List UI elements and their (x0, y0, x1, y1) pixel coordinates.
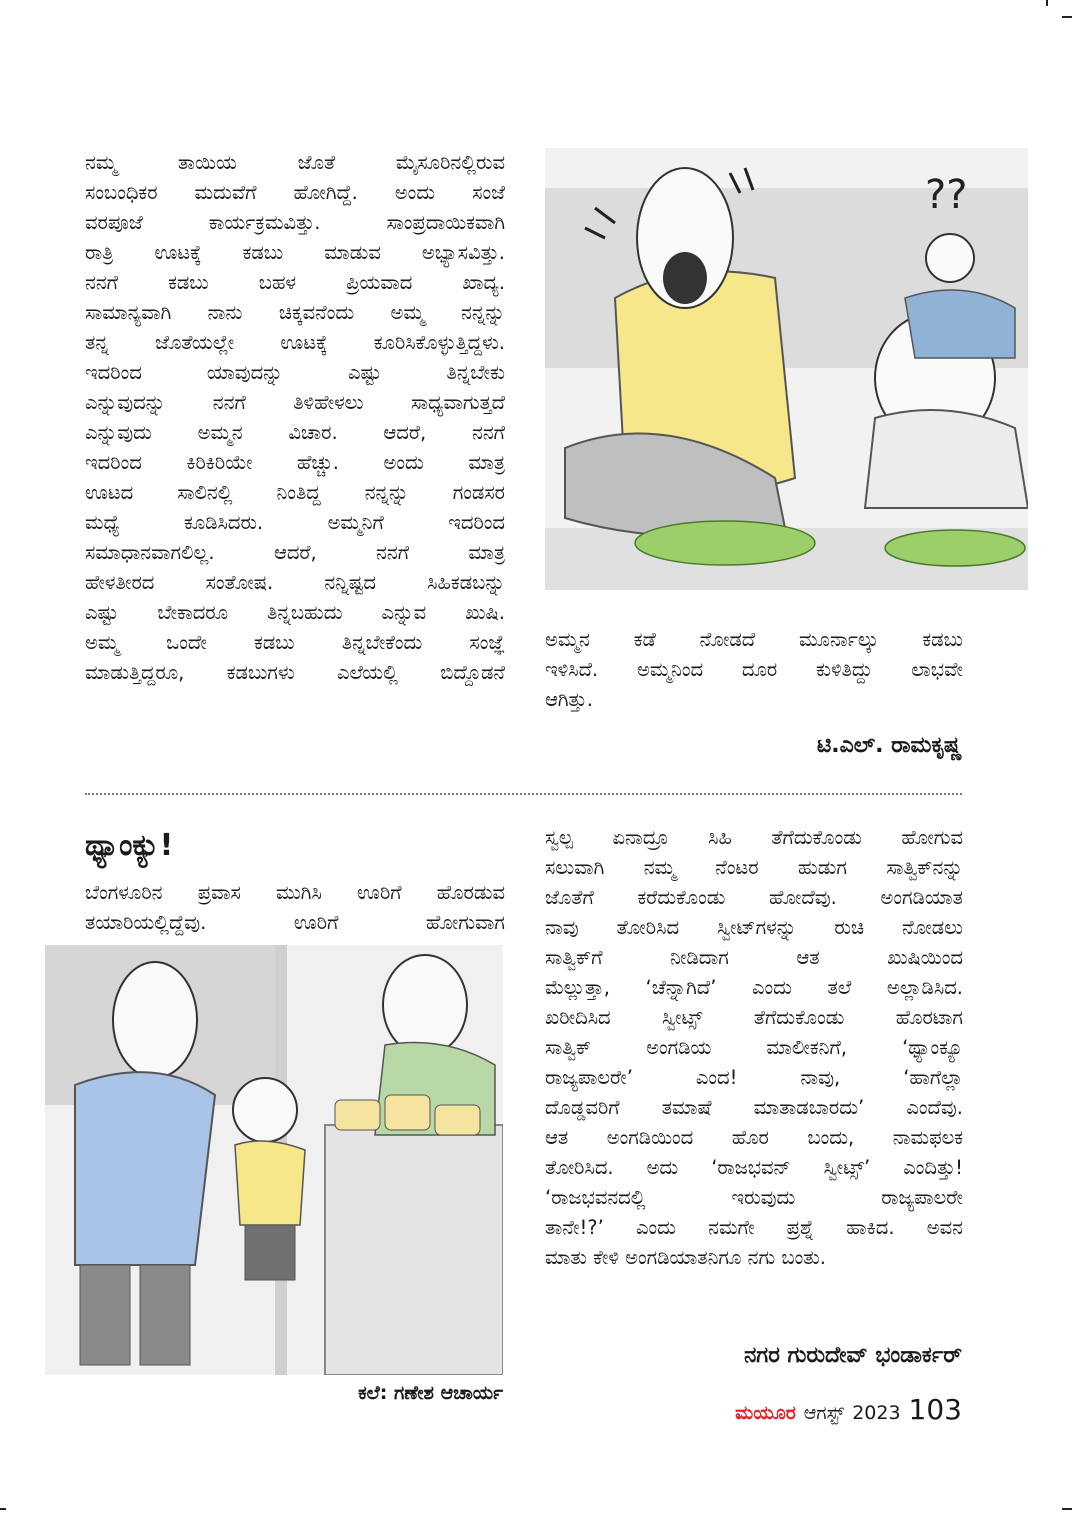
text-line: ನನಗೆ ಕಡಬು ಬಹಳ ಪ್ರಿಯವಾದ ಖಾದ್ಯ. (85, 271, 505, 294)
cartoon-eating-kadabu (545, 148, 1028, 590)
magazine-logo: ಮಯೂರ (735, 1402, 796, 1424)
text-line: ಸ್ವಲ್ಪ ಏನಾದ್ರೂ ಸಿಹಿ ತೆಗೆದುಕೊಂಡು ಹೋಗುವ (545, 826, 963, 849)
text-line: ಎನ್ನುವುದು ಅಮ್ಮನ ವಿಚಾರ. ಆದರೆ, ನನಗೆ (85, 421, 505, 444)
text-line: ಸಾತ್ವಿಕ್ ಅಂಗಡಿಯ ಮಾಲೀಕನಿಗೆ, ‘ಥ್ಯಾಂಕ್ಯೂ (545, 1036, 963, 1059)
text-line: ‘ರಾಜಭವನದಲ್ಲಿ ಇರುವುದು ರಾಜ್ಯಪಾಲರೇ (545, 1186, 963, 1209)
text-line: ರಾತ್ರಿ ಊಟಕ್ಕೆ ಕಡಬು ಮಾಡುವ ಅಭ್ಯಾಸವಿತ್ತು. (85, 241, 505, 264)
story1-column-left (85, 148, 505, 688)
text-line: ಖರೀದಿಸಿದ ಸ್ವೀಟ್ಸ್ ತೆಗೆದುಕೊಂಡು ಹೊರಟಾಗ (545, 1006, 963, 1029)
text-line: ಜೊತೆಗೆ ಕರೆದುಕೊಂಡು ಹೋದೆವು. ಅಂಗಡಿಯಾತ (545, 886, 963, 909)
cartoon-sweet-shop (45, 945, 503, 1375)
crop-mark (0, 1508, 6, 1510)
text-line: ಮೆಲ್ಲುತ್ತಾ, ‘ಚೆನ್ನಾಗಿದೆ’ ಎಂದು ತಲೆ ಅಲ್ಲಾಡಿಸಿದ. (545, 976, 963, 999)
question-marks: ?? (925, 172, 968, 218)
text-line: ಹೇಳತೀರದ ಸಂತೋಷ. ನನ್ನಿಷ್ಟದ ಸಿಹಿಕಡಬನ್ನು (85, 571, 505, 594)
text-line: ಸಾಮಾನ್ಯವಾಗಿ ನಾನು ಚಿಕ್ಕವನೆಂದು ಅಮ್ಮ ನನ್ನನ್ನು (85, 301, 505, 324)
text-line: ಸಾತ್ವಿಕ್‌ಗೆ ನೀಡಿದಾಗ ಆತ ಖುಷಿಯಿಂದ (545, 946, 963, 969)
text-line: ತಯಾರಿಯಲ್ಲಿದ್ದೆವು. ಊರಿಗೆ ಹೋಗುವಾಗ (85, 911, 505, 934)
text-line: ಮಧ್ಯೆ ಕೂಡಿಸಿದರು. ಅಮ್ಮನಿಗೆ ಇದರಿಂದ (85, 511, 505, 534)
story2-author: ನಗರ ಗುರುದೇವ್ ಭಂಡಾರ್ಕರ್ (744, 1343, 962, 1368)
page-number: 103 (908, 1393, 962, 1426)
story1-author: ಟಿ.ಎಲ್‌. ರಾಮಕೃಷ್ಣ (816, 733, 962, 758)
text-line: ಇದರಿಂದ ಕಿರಿಕಿರಿಯೇ ಹೆಚ್ಚು. ಅಂದು ಮಾತ್ರ (85, 451, 505, 474)
crop-mark (1062, 16, 1072, 18)
crop-mark (1062, 1508, 1072, 1510)
text-line: ಆಗಿತ್ತು. (545, 688, 593, 711)
text-line: ದೊಡ್ಡವರಿಗೆ ತಮಾಷೆ ಮಾತಾಡಬಾರದು’ ಎಂದೆವು. (545, 1096, 963, 1119)
illustration-credit: ಕಲೆ: ಗಣೇಶ ಆಚಾರ್ಯ (358, 1382, 503, 1404)
section-divider (85, 793, 962, 795)
text-line: ಇದರಿಂದ ಯಾವುದನ್ನು ಎಷ್ಟು ತಿನ್ನಬೇಕು (85, 361, 505, 384)
text-line: ಊಟದ ಸಾಲಿನಲ್ಲಿ ನಿಂತಿದ್ದ ನನ್ನನ್ನು ಗಂಡಸರ (85, 481, 505, 504)
issue-month: ಆಗಸ್ಟ್ (803, 1402, 845, 1424)
text-line: ನಮ್ಮ ತಾಯಿಯ ಜೊತೆ ಮೈಸೂರಿನಲ್ಲಿರುವ (85, 151, 505, 174)
text-line: ಎನ್ನುವುದನ್ನು ನನಗೆ ತಿಳಿಹೇಳಲು ಸಾಧ್ಯವಾಗುತ್ತದೆ (85, 391, 505, 414)
text-line: ಅಮ್ಮ ಒಂದೇ ಕಡಬು ತಿನ್ನಬೇಕೆಂದು ಸಂಜ್ಞೆ (85, 631, 505, 654)
issue-year: 2023 (852, 1402, 901, 1424)
text-line: ಮಾಡುತ್ತಿದ್ದರೂ, ಕಡಬುಗಳು ಎಲೆಯಲ್ಲಿ ಬಿದ್ದೊಡನೆ (85, 661, 505, 684)
story2-illustration (45, 945, 503, 1375)
story1-column-right (545, 625, 963, 715)
crop-mark (1046, 0, 1048, 6)
text-line: ತಾನೇ!?’ ಎಂದು ನಮಗೇ ಪ್ರಶ್ನೆ ಹಾಕಿದ. ಅವನ (545, 1216, 963, 1239)
story2-column-right (545, 823, 963, 1273)
text-line: ಸಮಾಧಾನವಾಗಲಿಲ್ಲ. ಆದರೆ, ನನಗೆ ಮಾತ್ರ (85, 541, 505, 564)
text-line: ಅಮ್ಮನ ಕಡೆ ನೋಡದೆ ಮೂರ್ನಾಲ್ಕು ಕಡಬು (545, 628, 963, 651)
text-line: ಬೆಂಗಳೂರಿನ ಪ್ರವಾಸ ಮುಗಿಸಿ ಊರಿಗೆ ಹೊರಡುವ (85, 881, 505, 904)
text-line: ಸಂಬಂಧಿಕರ ಮದುವೆಗೆ ಹೋಗಿದ್ದೆ. ಅಂದು ಸಂಜೆ (85, 181, 505, 204)
story1-illustration (545, 148, 1028, 590)
text-line: ಸಲುವಾಗಿ ನಮ್ಮ ನೆಂಟರ ಹುಡುಗ ಸಾತ್ವಿಕ್‌ನನ್ನು (545, 856, 963, 879)
text-line: ಇಳಿಸಿದೆ. ಅಮ್ಮನಿಂದ ದೂರ ಕುಳಿತಿದ್ದು ಲಾಭವೇ (545, 658, 963, 681)
text-line: ನಾವು ತೋರಿಸಿದ ಸ್ವೀಟ್‌ಗಳನ್ನು ರುಚಿ ನೋಡಲು (545, 916, 963, 939)
text-line: ಆತ ಅಂಗಡಿಯಿಂದ ಹೊರ ಬಂದು, ನಾಮಫಲಕ (545, 1126, 963, 1149)
text-line: ಮಾತು ಕೇಳಿ ಅಂಗಡಿಯಾತನಿಗೂ ನಗು ಬಂತು. (545, 1246, 826, 1269)
text-line: ತನ್ನ ಜೊತೆಯಲ್ಲೇ ಊಟಕ್ಕೆ ಕೂರಿಸಿಕೊಳ್ಳುತ್ತಿದ್ದಳು. (85, 331, 505, 354)
text-line: ತೋರಿಸಿದ. ಅದು ‘ರಾಜಭವನ್ ಸ್ವೀಟ್ಸ್’ ಎಂದಿತ್ತು! (545, 1156, 963, 1179)
page-footer (735, 1393, 962, 1426)
text-line: ಎಷ್ಟು ಬೇಕಾದರೂ ತಿನ್ನಬಹುದು ಎನ್ನುವ ಖುಷಿ. (85, 601, 505, 624)
text-line: ರಾಜ್ಯಪಾಲರೇ’ ಎಂದ! ನಾವು, ‘ಹಾಗೆಲ್ಲಾ (545, 1066, 963, 1089)
story2-title: ಥ್ಯಾಂಕ್ಯು! (85, 828, 174, 863)
story2-column-left (85, 878, 505, 938)
text-line: ವರಪೂಜೆ ಕಾರ್ಯಕ್ರಮವಿತ್ತು. ಸಾಂಪ್ರದಾಯಿಕವಾಗಿ (85, 211, 505, 234)
